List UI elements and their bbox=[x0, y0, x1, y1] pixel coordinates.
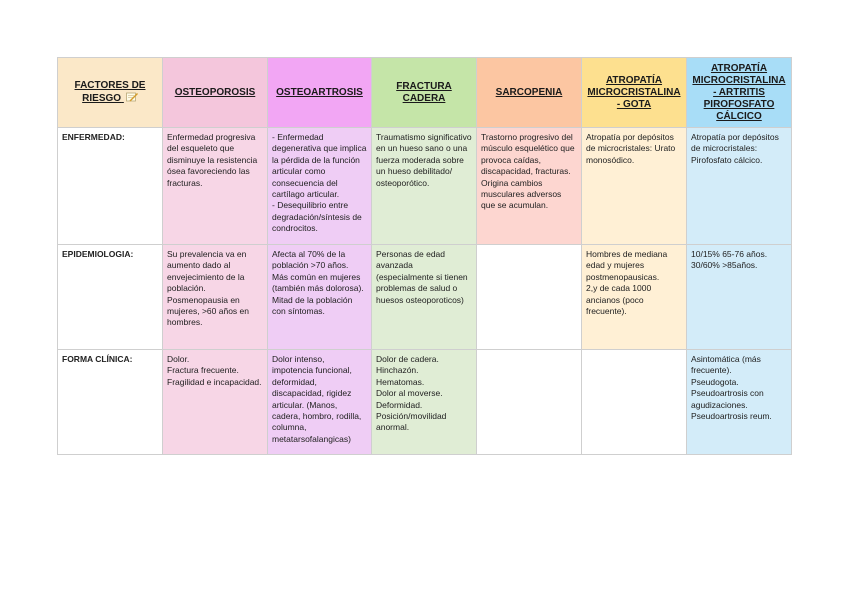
header-osteoporosis: OSTEOPOROSIS bbox=[163, 58, 268, 128]
cell-gota: Atropatía por depósitos de microcristales: Urato monosódico. bbox=[582, 128, 687, 245]
cell-osteoporosis: Dolor. Fractura frecuente. Fragilidad e incapacidad. bbox=[163, 350, 268, 455]
cell-artritis: Asintomática (más frecuente). Pseudogota. Pseudoartrosis con agudizaciones. Pseudoartrosis reum. bbox=[687, 350, 792, 455]
cell-sarcopenia: Trastorno progresivo del músculo esquelético que provoca caídas, discapacidad, fracturas. Origina cambios musculares adversos que se acumulan. bbox=[477, 128, 582, 245]
table-row-epidemiologia bbox=[58, 245, 792, 350]
cell-osteoartrosis: Afecta al 70% de la población >70 años. Más común en mujeres (también más dolorosa). Mitad de la población con síntomas. bbox=[268, 245, 372, 350]
cell-osteoartrosis: Dolor intenso, impotencia funcional, deformidad, discapacidad, rigidez articular. (Manos, cadera, hombro, rodilla, columna, metatarsofalangicas) bbox=[268, 350, 372, 455]
header-fractura-cadera: FRACTURA CADERA bbox=[372, 58, 477, 128]
cell-gota: Hombres de mediana edad y mujeres postmenopausicas. 2,y de cada 1000 ancianos (poco frecuente). bbox=[582, 245, 687, 350]
header-osteoartrosis: OSTEOARTROSIS bbox=[268, 58, 372, 128]
cell-sarcopenia bbox=[477, 350, 582, 455]
cell-artritis: Atropatía por depósitos de microcristales: Pirofosfato cálcico. bbox=[687, 128, 792, 245]
risk-factors-table bbox=[57, 57, 792, 455]
row-label: EPIDEMIOLOGIA: bbox=[58, 245, 163, 350]
header-artritis-pirofosfato: ATROPATÍA MICROCRISTALINA - ARTRITIS PIROFOSFATO CÁLCICO bbox=[687, 58, 792, 128]
header-gota: ATROPATÍA MICROCRISTALINA - GOTA bbox=[582, 58, 687, 128]
cell-osteoporosis: Enfermedad progresiva del esqueleto que disminuye la resistencia ósea favoreciendo las fracturas. bbox=[163, 128, 268, 245]
cell-sarcopenia bbox=[477, 245, 582, 350]
cell-osteoporosis: Su prevalencia va en aumento dado al envejecimiento de la población. Posmenopausia en mujeres, >60 años en hombres. bbox=[163, 245, 268, 350]
cell-gota bbox=[582, 350, 687, 455]
row-label: FORMA CLÍNICA: bbox=[58, 350, 163, 455]
cell-fractura: Traumatismo significativo en un hueso sano o una fuerza moderada sobre un hueso debilitado/ osteoporótico. bbox=[372, 128, 477, 245]
header-risk-label: FACTORES DE RIESGO bbox=[74, 80, 146, 104]
cell-fractura: Personas de edad avanzada (especialmente si tienen problemas de salud o huesos osteoporoticos) bbox=[372, 245, 477, 350]
table-row-forma-clinica bbox=[58, 350, 792, 455]
header-factores-de-riesgo bbox=[58, 58, 163, 128]
table-header-row bbox=[58, 58, 792, 128]
header-sarcopenia: SARCOPENIA bbox=[477, 58, 582, 128]
cell-fractura: Dolor de cadera. Hinchazón. Hematomas. Dolor al moverse. Deformidad. Posición/movilidad anormal. bbox=[372, 350, 477, 455]
cell-osteoartrosis: - Enfermedad degenerativa que implica la pérdida de la función articular como consecuencia del cartílago articular. - Desequilibrio entre degradación/síntesis de condrocitos. bbox=[268, 128, 372, 245]
table-row-enfermedad bbox=[58, 128, 792, 245]
cell-artritis: 10/15% 65-76 años. 30/60% >85años. bbox=[687, 245, 792, 350]
note-pencil-icon bbox=[126, 92, 138, 102]
row-label: ENFERMEDAD: bbox=[58, 128, 163, 245]
